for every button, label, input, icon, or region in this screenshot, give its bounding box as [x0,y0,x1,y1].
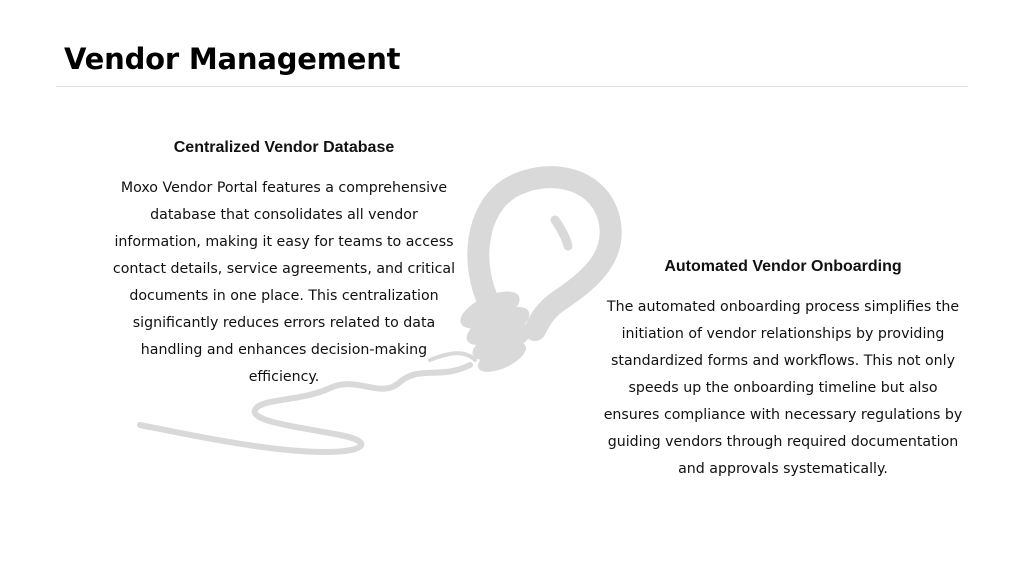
section-automated-onboarding [600,258,966,483]
page-title: Vendor Management [64,42,401,76]
section-heading: Automated Vendor Onboarding [664,258,902,275]
section-body: Moxo Vendor Portal features a comprehensive database that consolidates all vendor information, making it easy for teams to access contact details, service agreements, and critical documents in one place. This centralization significantly reduces errors related to data handling and enhances decision-making efficiency. [112,180,456,385]
section-body: The automated onboarding process simplifies the initiation of vendor relationships by providing standardized forms and workflows. This not only speeds up the onboarding timeline but also ensures compliance with necessary regulations by guiding vendors through required documentation and approvals systematically. [603,299,963,477]
section-heading: Centralized Vendor Database [173,139,395,156]
title-divider [56,86,968,87]
section-centralized-database [108,139,460,391]
